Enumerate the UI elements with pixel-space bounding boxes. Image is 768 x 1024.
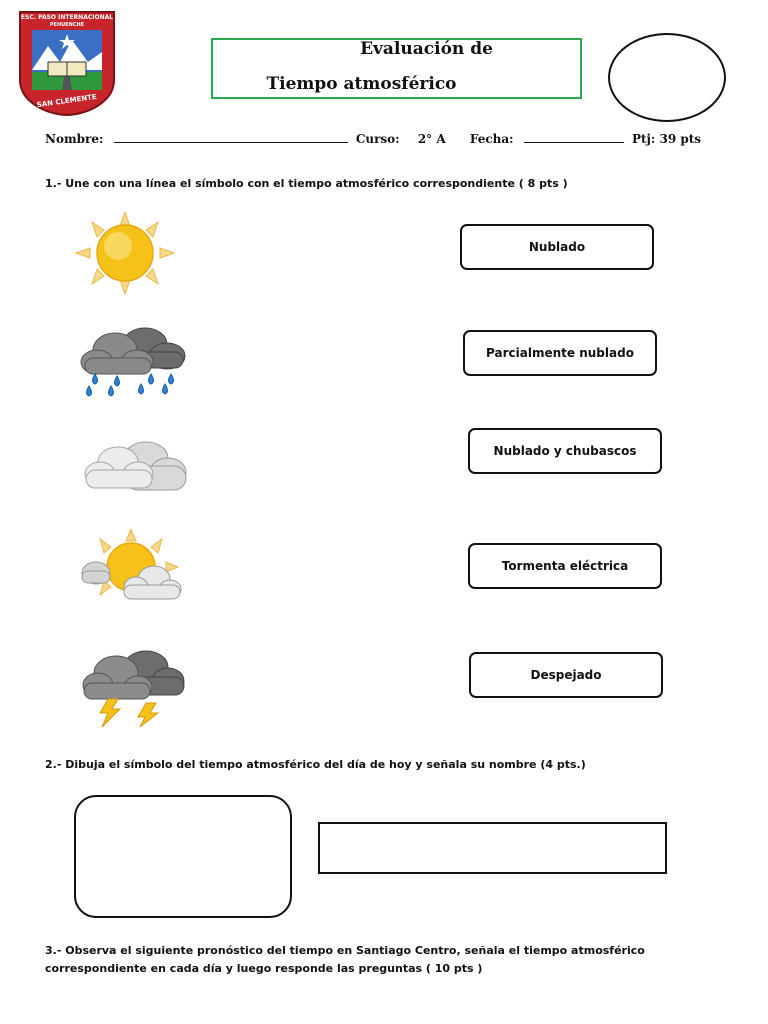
question-1: 1.- Une con una línea el símbolo con el tiempo atmosférico correspondiente ( 8 pts ) <box>45 177 568 190</box>
partly-cloudy-icon[interactable] <box>76 527 186 607</box>
name-blank[interactable] <box>114 141 348 143</box>
label-despejado[interactable]: Despejado <box>469 652 663 698</box>
thunderstorm-icon[interactable] <box>78 645 188 729</box>
question-3-line-1: 3.- Observa el siguiente pronóstico del tiempo en Santiago Centro, señala el tiempo atmosférico <box>45 944 645 957</box>
question-3-line-2: correspondiente en cada día y luego responde las preguntas ( 10 pts ) <box>45 962 483 975</box>
label-nublado[interactable]: Nublado <box>460 224 654 270</box>
cloudy-icon[interactable] <box>80 436 190 498</box>
school-logo <box>18 10 116 116</box>
drawing-box[interactable] <box>74 795 292 918</box>
logo-location: SAN CLEMENTE <box>36 92 98 110</box>
student-info-row <box>45 132 701 146</box>
label-tormenta-electrica[interactable]: Tormenta eléctrica <box>468 543 662 589</box>
date-label: Fecha: <box>469 132 514 146</box>
title-box <box>211 38 582 99</box>
sun-icon[interactable] <box>70 210 180 296</box>
title-line-2: Tiempo atmosférico <box>266 74 457 94</box>
date-blank[interactable] <box>524 141 624 143</box>
name-label: Nombre: <box>45 132 104 146</box>
course-label: Curso: <box>355 132 400 146</box>
label-nublado-y-chubascos[interactable]: Nublado y chubascos <box>468 428 662 474</box>
label-parcialmente-nublado[interactable]: Parcialmente nublado <box>463 330 657 376</box>
logo-school-name: ESC. PASO INTERNACIONAL <box>20 14 114 21</box>
storm-rain-icon[interactable] <box>75 322 190 402</box>
course-value: 2° A <box>417 132 446 146</box>
score-oval[interactable] <box>608 33 726 122</box>
logo-school-sub: PEHUENCHE <box>49 22 85 28</box>
score-label: Ptj: 39 pts <box>631 132 702 146</box>
question-2: 2.- Dibuja el símbolo del tiempo atmosférico del día de hoy y señala su nombre (4 pts.) <box>45 758 586 771</box>
title-line-1: Evaluación de <box>360 39 493 59</box>
weather-name-box[interactable] <box>318 822 667 874</box>
